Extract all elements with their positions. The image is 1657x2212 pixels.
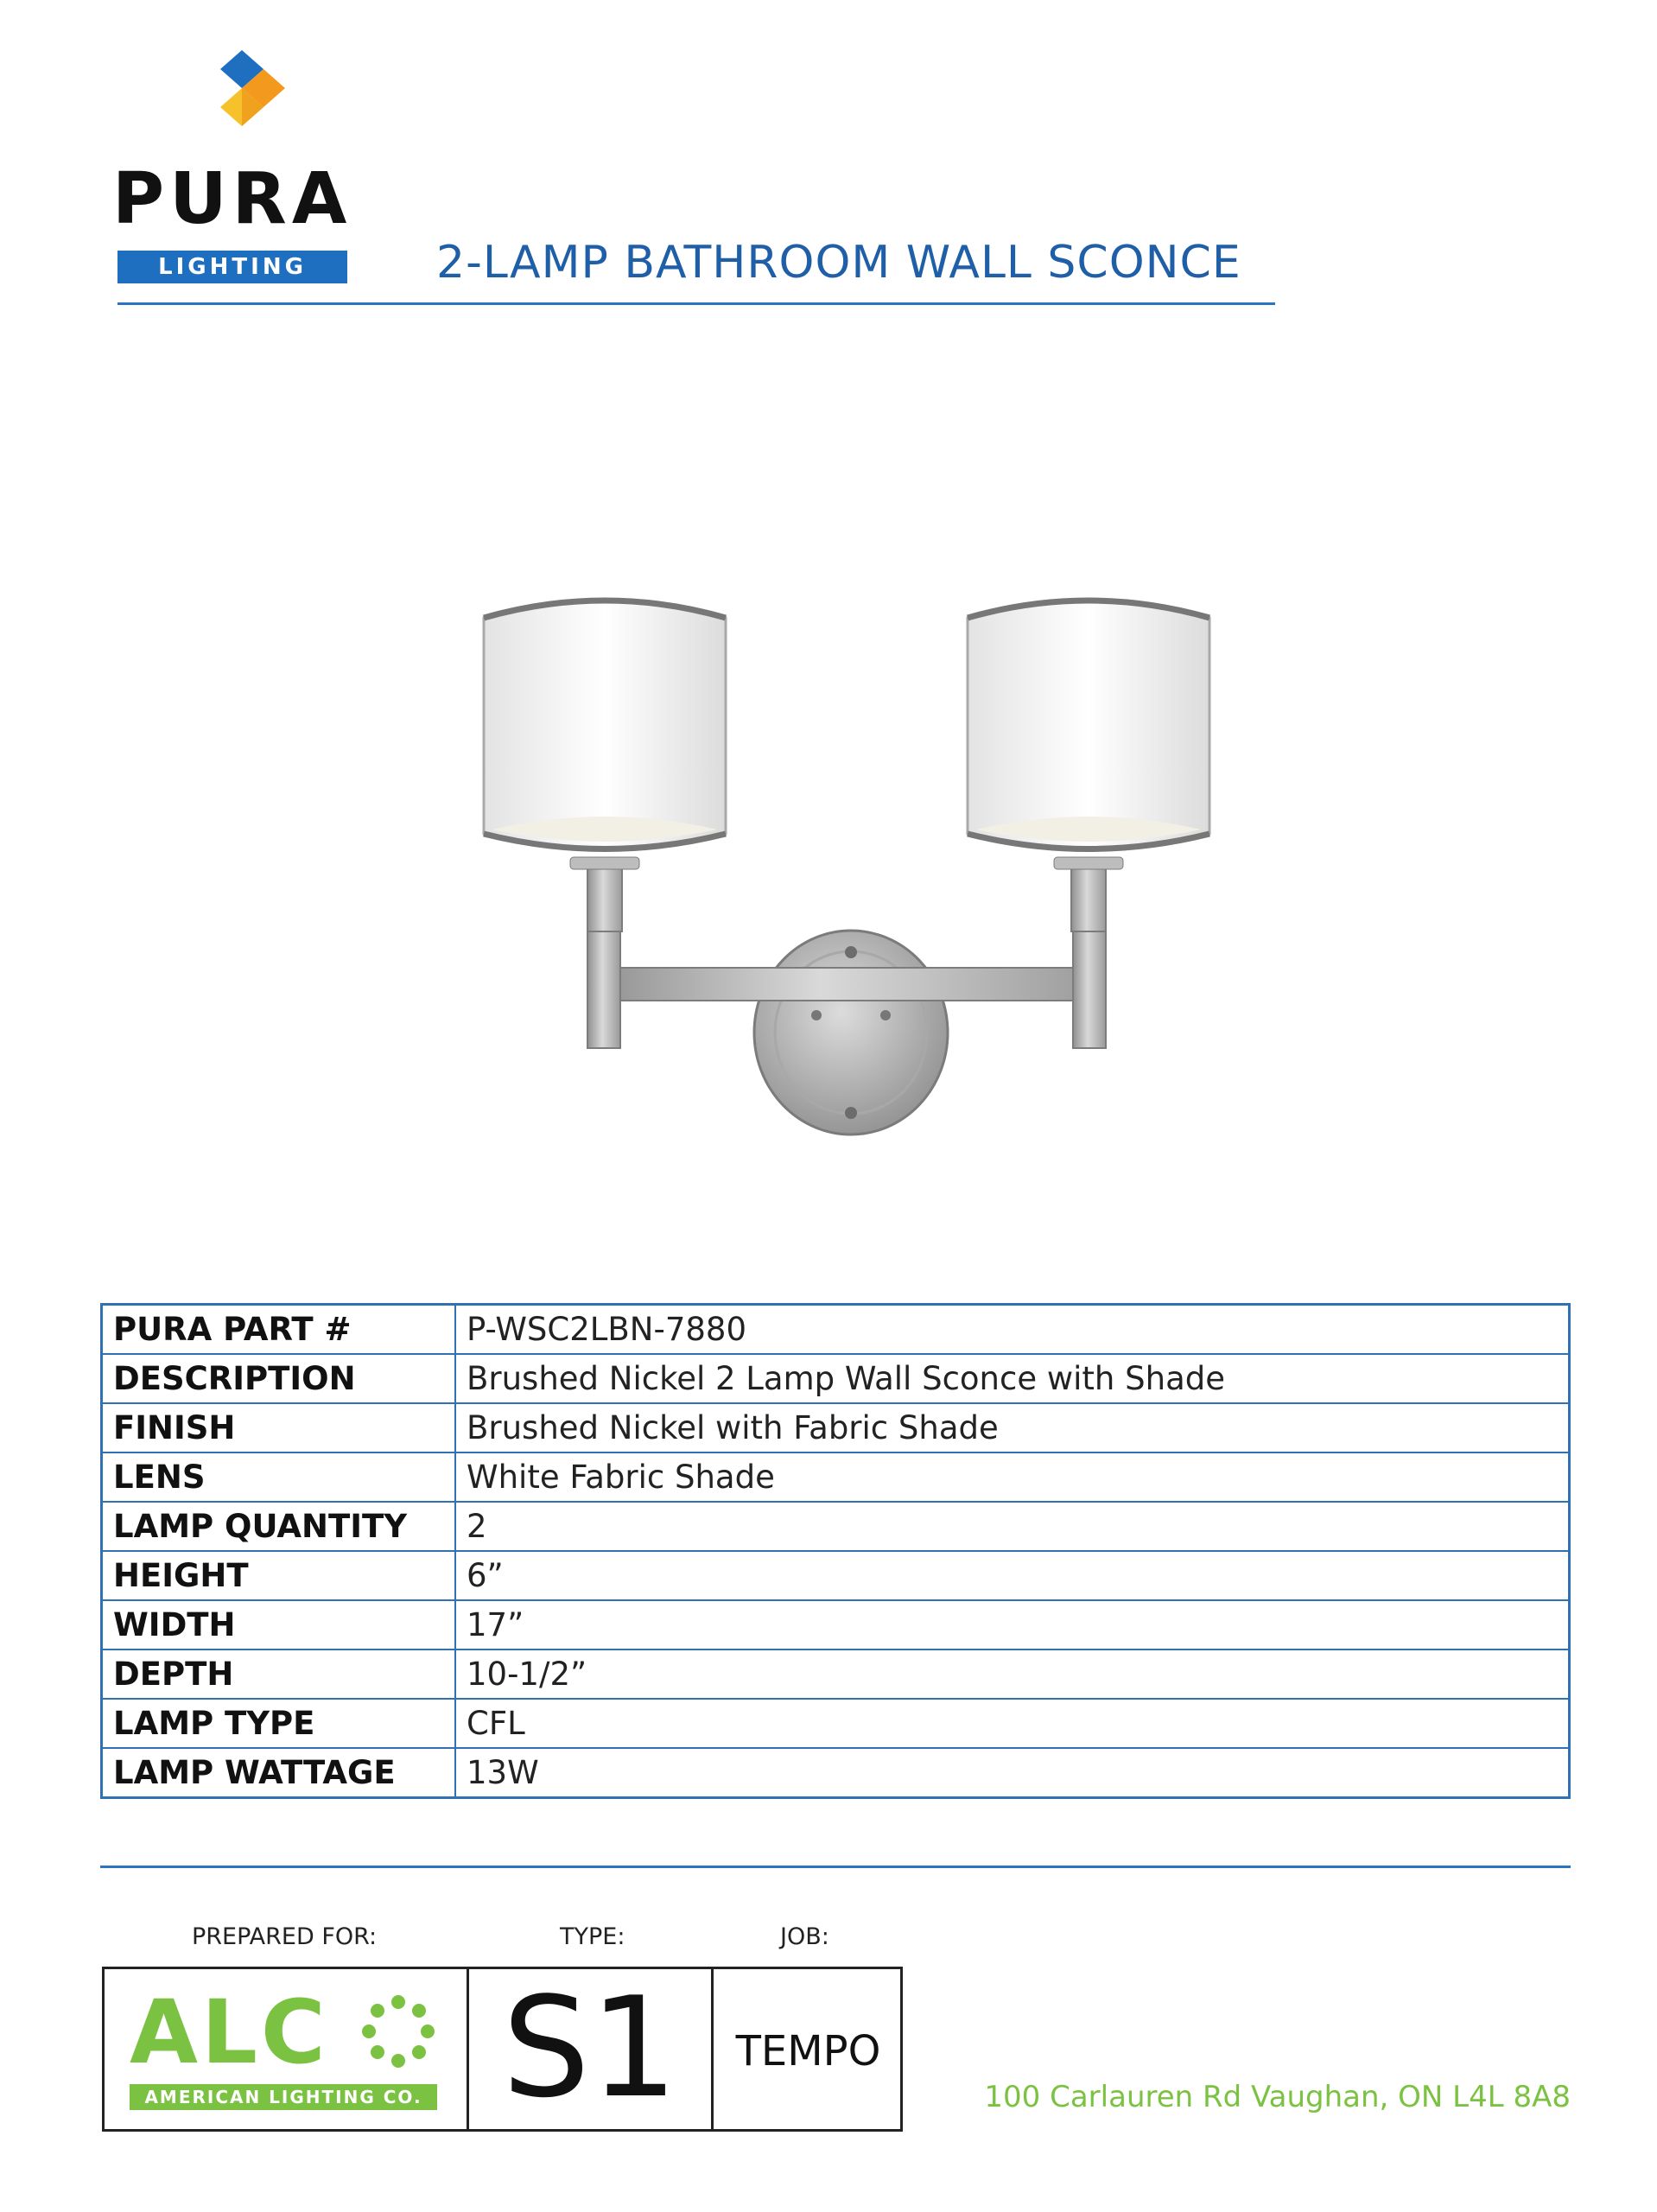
product-image: [467, 579, 1227, 1141]
job-value: TEMPO: [735, 2027, 881, 2075]
spec-label: WIDTH: [102, 1600, 456, 1649]
spec-value: 6”: [455, 1551, 1570, 1600]
job-label: JOB:: [780, 1923, 829, 1950]
table-row: [102, 1649, 1570, 1699]
table-row: [102, 1699, 1570, 1748]
prepared-for-label: PREPARED FOR:: [192, 1923, 378, 1950]
spec-value: 2: [455, 1502, 1570, 1551]
table-row: [102, 1551, 1570, 1600]
table-row: [102, 1452, 1570, 1502]
dot-ring-icon: [361, 1994, 435, 2069]
table-row: [102, 1354, 1570, 1403]
spec-value: Brushed Nickel 2 Lamp Wall Sconce with Shade: [455, 1354, 1570, 1403]
page-title: 2-LAMP BATHROOM WALL SCONCE: [436, 237, 1241, 289]
table-row: [102, 1403, 1570, 1452]
spec-label: FINISH: [102, 1403, 456, 1452]
spec-label: DESCRIPTION: [102, 1354, 456, 1403]
type-label: TYPE:: [560, 1923, 625, 1950]
spec-label: LAMP QUANTITY: [102, 1502, 456, 1551]
spec-value: Brushed Nickel with Fabric Shade: [455, 1403, 1570, 1452]
spec-table: [100, 1303, 1571, 1799]
spec-value: 17”: [455, 1600, 1570, 1649]
client-tagline: AMERICAN LIGHTING CO.: [130, 2084, 437, 2110]
client-logo-text: ALC: [130, 1981, 329, 2084]
spec-value: CFL: [455, 1699, 1570, 1748]
client-address: 100 Carlauren Rd Vaughan, ON L4L 8A8: [984, 2080, 1571, 2114]
table-row: [102, 1502, 1570, 1551]
spec-label: HEIGHT: [102, 1551, 456, 1600]
spec-label: LENS: [102, 1452, 456, 1502]
spec-label: DEPTH: [102, 1649, 456, 1699]
spec-label: PURA PART #: [102, 1305, 456, 1355]
table-row: [102, 1748, 1570, 1798]
spec-value: P-WSC2LBN-7880: [455, 1305, 1570, 1355]
brand-subtitle: LIGHTING: [117, 251, 347, 283]
spec-value: White Fabric Shade: [455, 1452, 1570, 1502]
spec-value: 13W: [455, 1748, 1570, 1798]
table-row: [102, 1600, 1570, 1649]
footer-divider: [100, 1866, 1571, 1868]
spec-value: 10-1/2”: [455, 1649, 1570, 1699]
spec-label: LAMP TYPE: [102, 1699, 456, 1748]
type-value: S1: [502, 1967, 678, 2128]
pura-logo-icon: [199, 50, 294, 162]
brand-name: PURA: [112, 158, 352, 240]
header-divider: [117, 302, 1275, 305]
spec-label: LAMP WATTAGE: [102, 1748, 456, 1798]
table-row: [102, 1305, 1570, 1355]
